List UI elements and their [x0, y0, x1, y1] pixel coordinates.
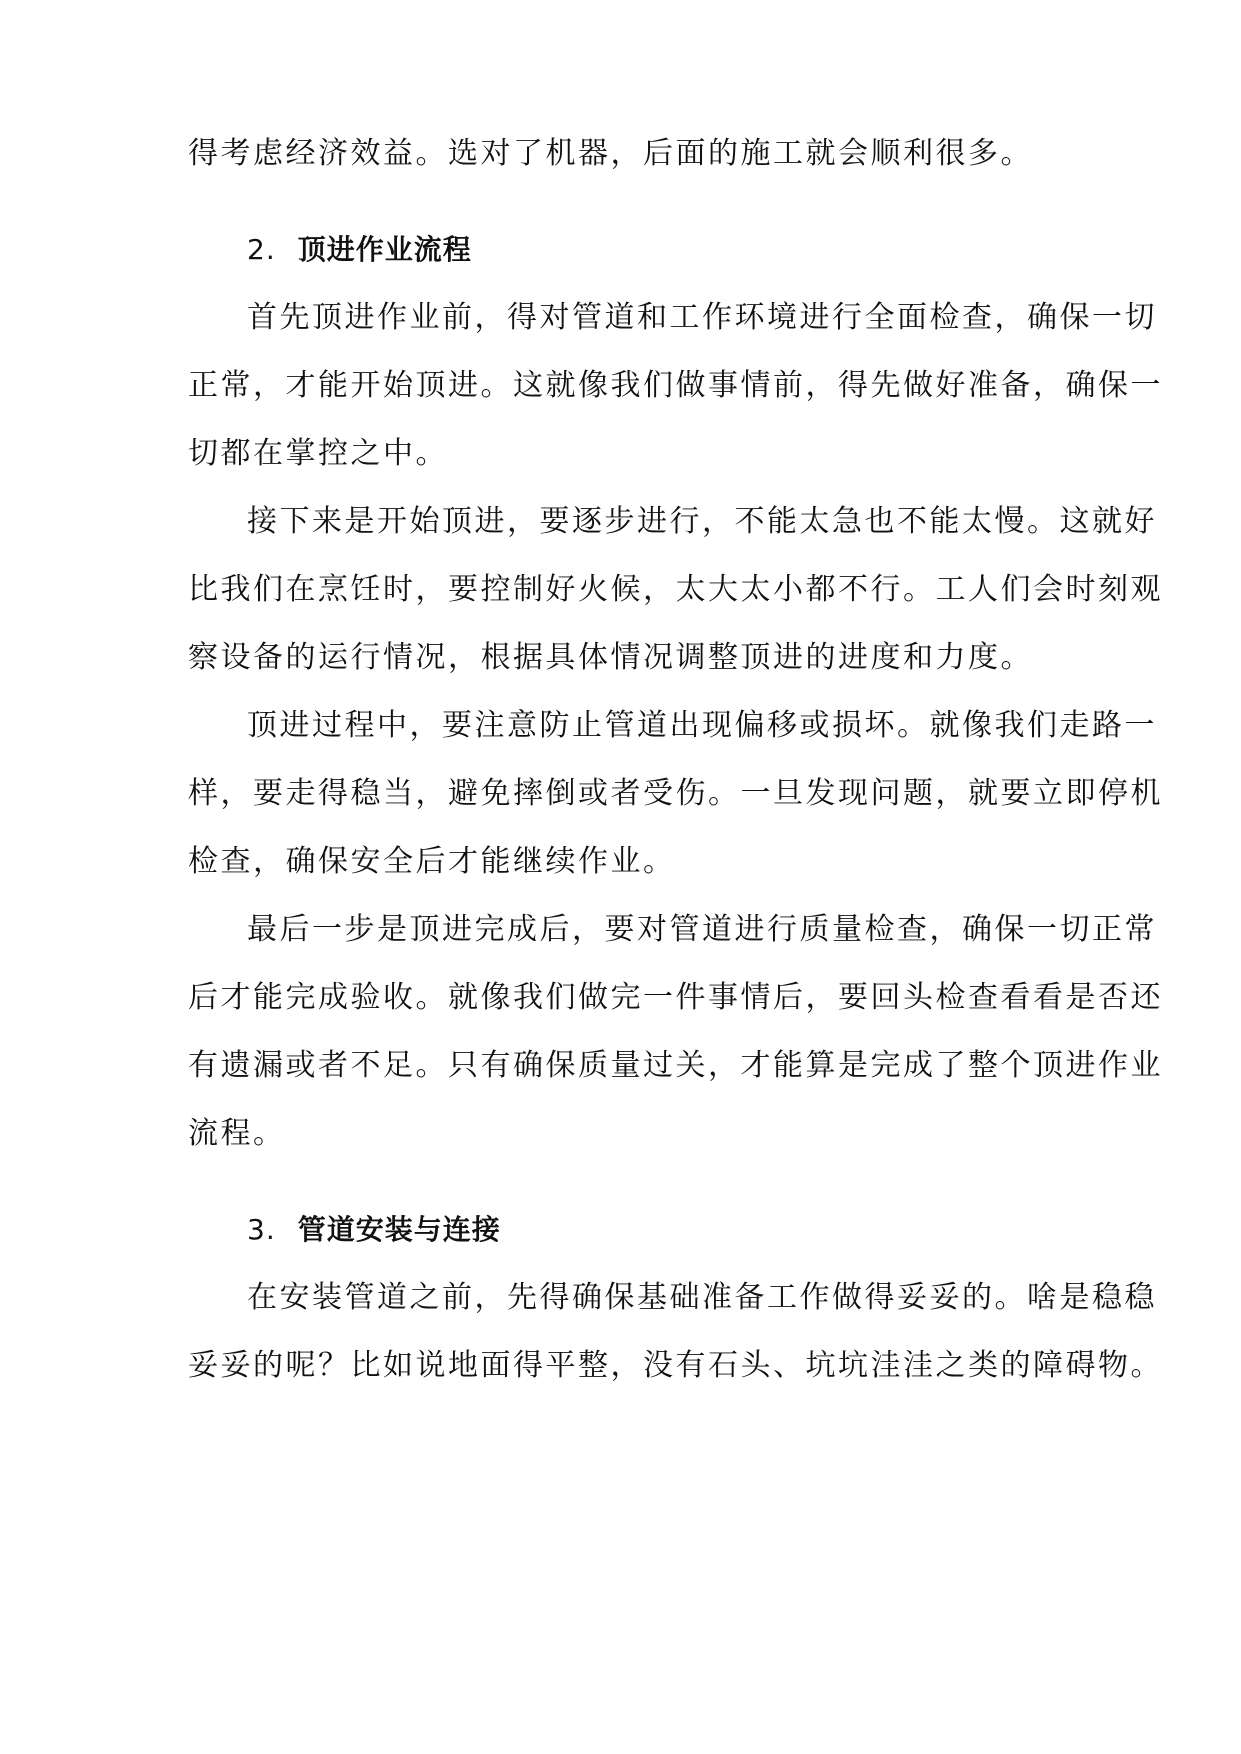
section-title: 管道安装与连接 — [297, 1213, 501, 1246]
paragraph-line: 流程。 — [188, 1116, 286, 1151]
paragraph-line: 比我们在烹饪时，要控制好火候，太大太小都不行。工人们会时刻观 — [188, 572, 1163, 607]
paragraph-line: 得考虑经济效益。选对了机器，后面的施工就会顺利很多。 — [188, 136, 1033, 171]
paragraph-line: 有遗漏或者不足。只有确保质量过关，才能算是完成了整个顶进作业 — [188, 1048, 1163, 1083]
section-number: 2. — [247, 233, 276, 266]
paragraph-line: 检查，确保安全后才能继续作业。 — [188, 844, 676, 879]
paragraph-line: 正常，才能开始顶进。这就像我们做事情前，得先做好准备，确保一 — [188, 368, 1163, 403]
paragraph-line: 顶进过程中，要注意防止管道出现偏移或损坏。就像我们走路一 — [247, 708, 1157, 743]
paragraph-line: 样，要走得稳当，避免摔倒或者受伤。一旦发现问题，就要立即停机 — [188, 776, 1163, 811]
paragraph-line: 妥妥的呢？比如说地面得平整，没有石头、坑坑洼洼之类的障碍物。 — [188, 1348, 1163, 1383]
section-number: 3. — [247, 1213, 276, 1246]
paragraph-line: 察设备的运行情况，根据具体情况调整顶进的进度和力度。 — [188, 640, 1033, 675]
paragraph-line: 切都在掌控之中。 — [188, 436, 448, 471]
section-heading — [247, 230, 472, 270]
section-heading — [247, 1210, 501, 1250]
paragraph-line: 后才能完成验收。就像我们做完一件事情后，要回头检查看看是否还 — [188, 980, 1163, 1015]
section-title: 顶进作业流程 — [297, 233, 472, 266]
paragraph-line: 接下来是开始顶进，要逐步进行，不能太急也不能太慢。这就好 — [247, 504, 1157, 539]
paragraph-line: 最后一步是顶进完成后，要对管道进行质量检查，确保一切正常 — [247, 912, 1157, 947]
paragraph-line: 在安装管道之前，先得确保基础准备工作做得妥妥的。啥是稳稳 — [247, 1280, 1157, 1315]
paragraph-line: 首先顶进作业前，得对管道和工作环境进行全面检查，确保一切 — [247, 300, 1157, 335]
